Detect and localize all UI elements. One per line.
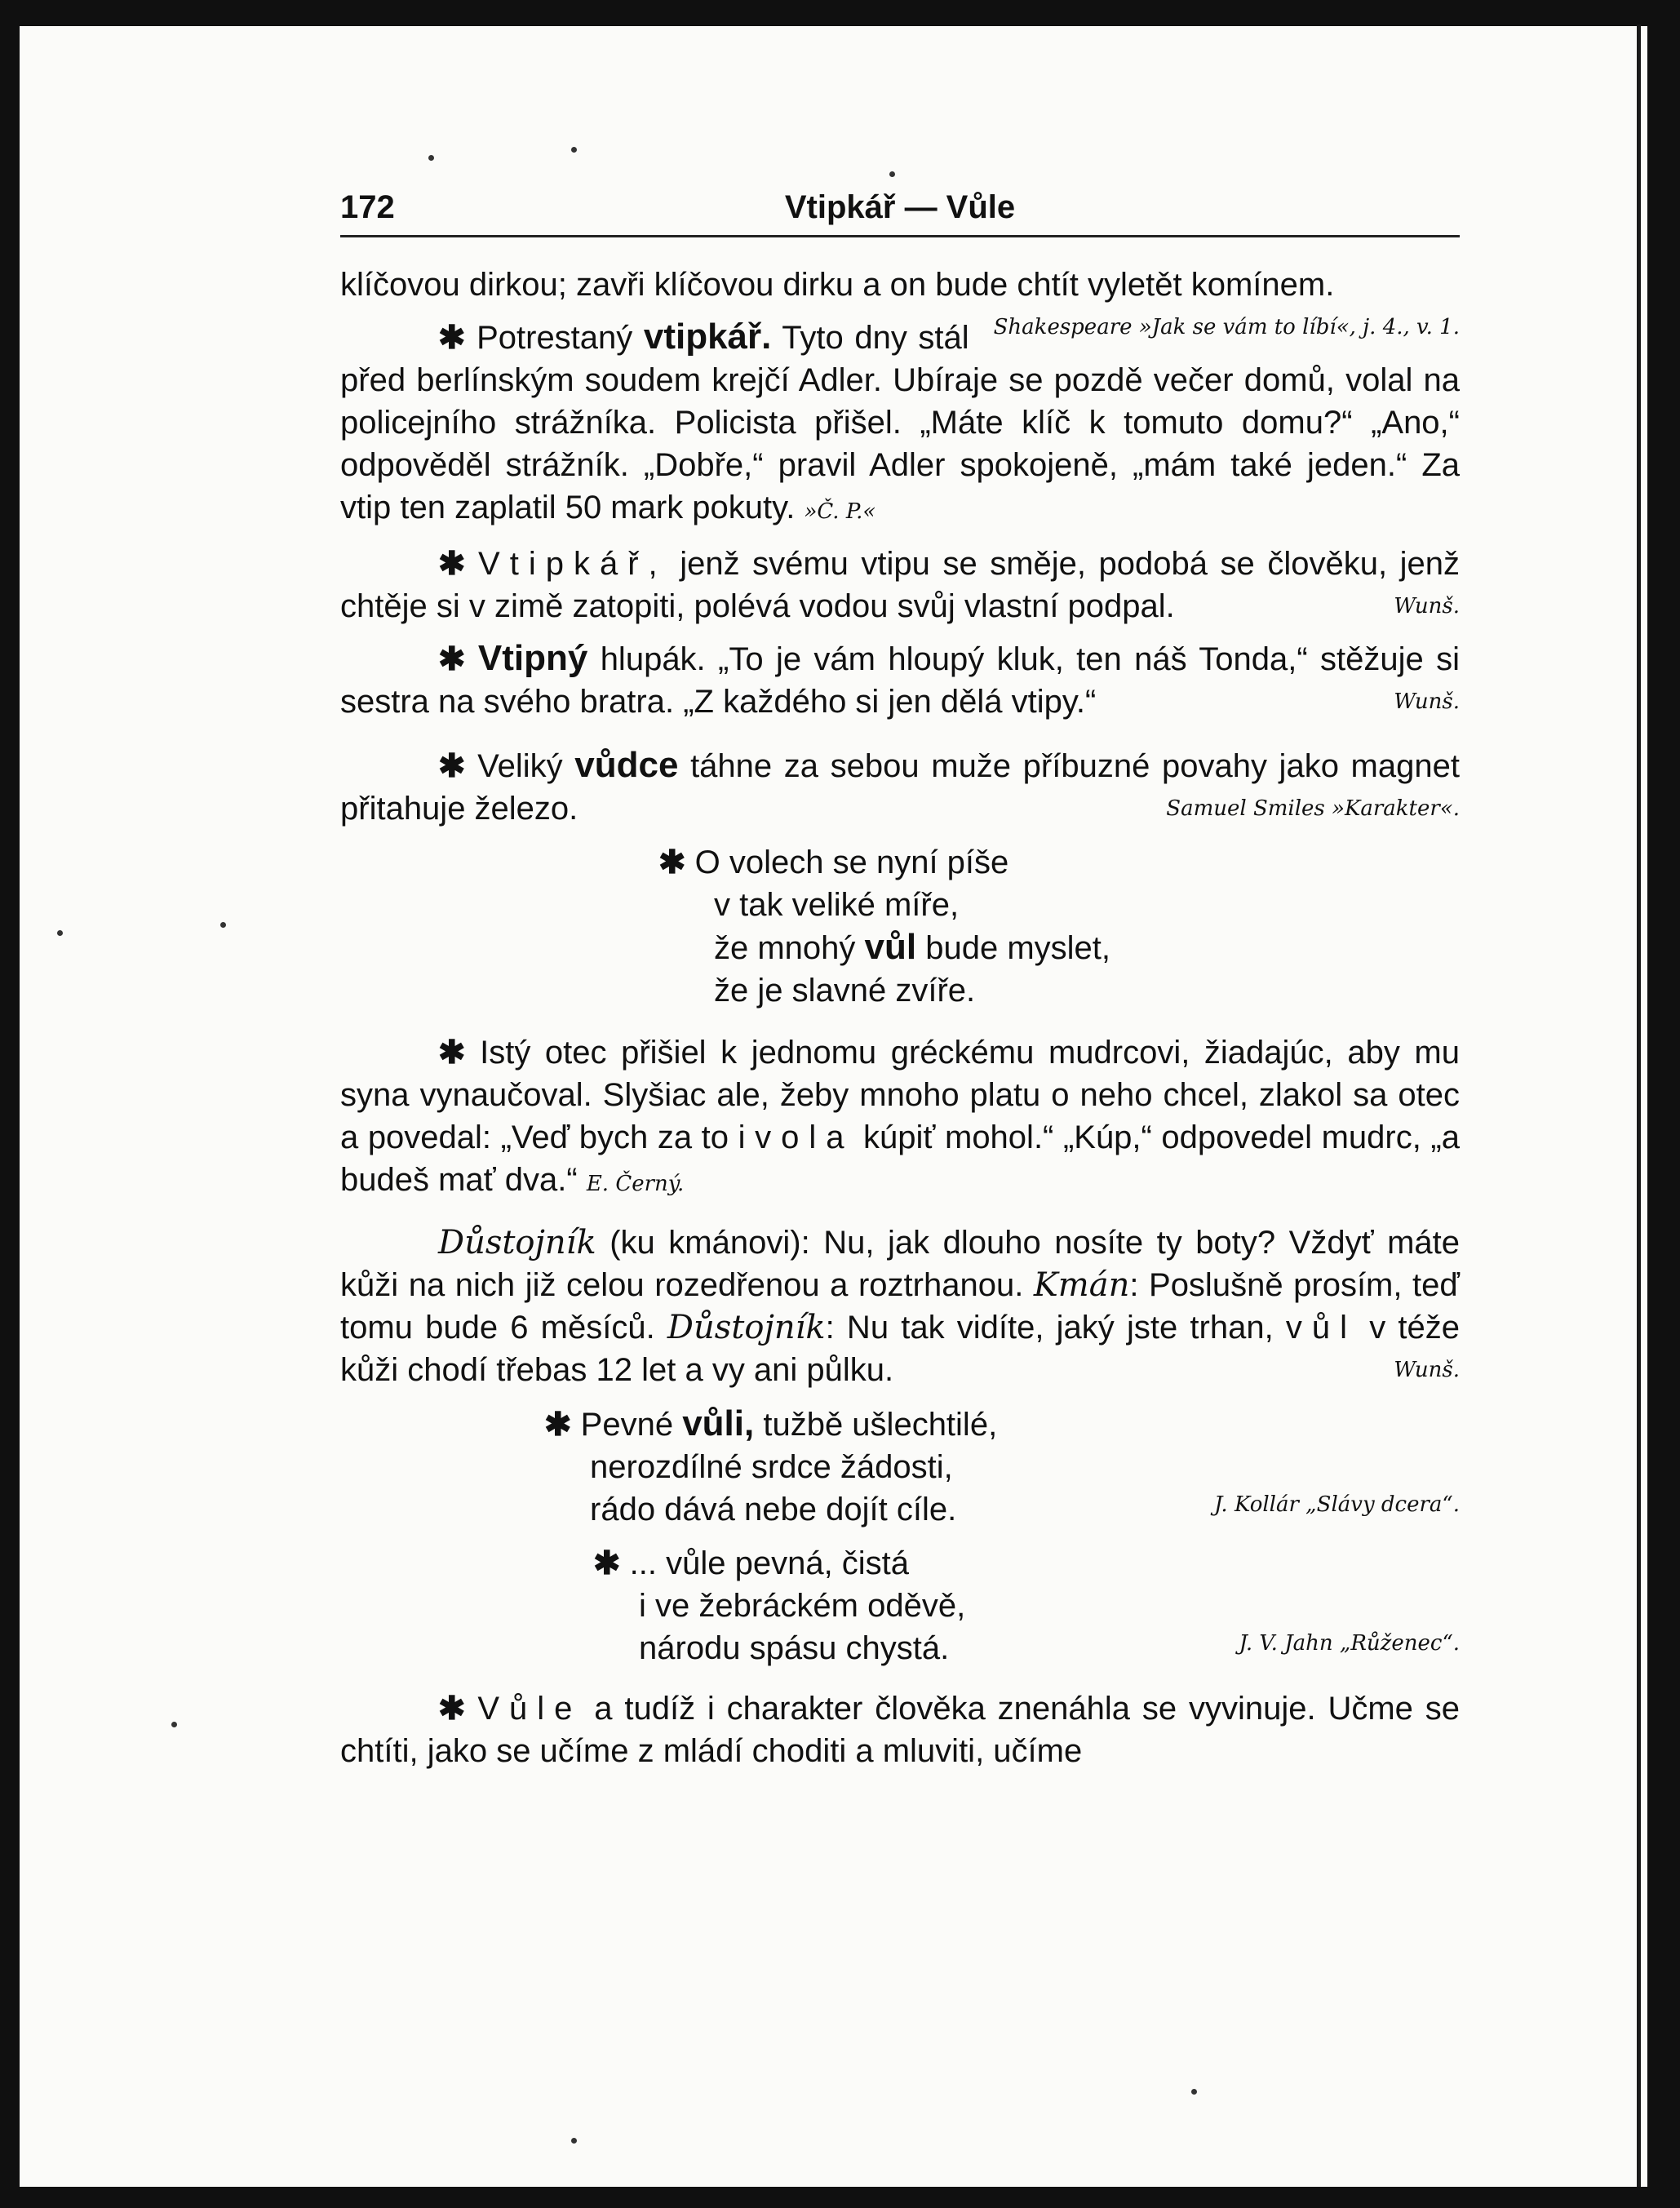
asterisk-icon: ✱ [438,1691,466,1727]
entry-lead: Veliký [477,748,563,784]
running-header [340,186,1460,237]
entry-keyword: Vůle [477,1691,583,1727]
ink-speck [1191,2089,1197,2095]
entry-source: Wunš. [1394,689,1460,714]
entry-text: klíčovou dirkou; zavři klíčovou dirku a on bude chtít vyletět komínem. [340,267,1335,303]
entry-dustojnik [340,1221,1460,1391]
verse-line: národu spásu chystá. [639,1630,950,1666]
verse-line: ✱ O volech se nyní píše [658,845,1009,880]
verse-line: v tak veliké míře, [714,887,960,923]
asterisk-icon: ✱ [438,546,466,582]
asterisk-icon: ✱ [544,1407,572,1443]
entry-keyword: vůl [1285,1310,1358,1346]
verse-pevne-vuli [544,1403,1460,1531]
entry-source: Wunš. [1394,594,1460,619]
asterisk-icon: ✱ [593,1545,621,1581]
page-title: Vtipkář — Vůle [784,189,1016,225]
verse-line: nerozdílné srdce žádosti, [590,1449,953,1485]
entry-keyword: vtipkář. [643,317,772,357]
scan-border-top [0,0,1680,26]
verse-line: rádo dává nebe dojít cíle. [590,1492,957,1527]
verse-line: ✱ Pevné vůli, tužbě ušlechtilé, [544,1403,998,1443]
scan-border-left [0,0,20,2208]
entry-text: Tyto dny stál před berlínským soudem krejčí Adler. Ubíraje se pozdě večer domů, volal na policejního strážníka. Policista přišel. „Máte klíč k tomuto domu?“ „Ano,“ odpověděl strážník. „Dobře,“ pravil Adler spokojeně, „mám také jeden.“ Za vtip ten zaplatil 50 mark pokuty. [340,320,1460,525]
ink-speck [571,147,577,153]
ink-speck [571,2138,577,2144]
verse-line: že je slavné zvíře. [714,973,976,1009]
ink-speck [57,930,63,936]
entry-source: J. Kollár „Slávy dcera“. [1214,1492,1460,1517]
entry-text: : Nu tak vidíte, jaký jste trhan, [825,1310,1274,1346]
entry-vtipny-hlupak [340,637,1460,723]
scan-border-right [1647,0,1680,2208]
entry-keyword: vůdce [574,745,679,785]
entry-text: v téže kůži chodí třebas 12 let a vy ani půlku. [340,1310,1461,1388]
verse-o-volech [658,841,1460,1012]
entry-source: Samuel Smiles »Karakter«. [1166,796,1460,821]
page-number: 172 [340,189,395,225]
speaker-label: Kmán [1033,1266,1130,1304]
entry-keyword: vola [755,1120,854,1155]
entry-keyword: Vtipkář, [478,546,667,582]
entry-isty-otec [340,1031,1460,1205]
entry-text: a tudíž i charakter člověka znenáhla se vyvinuje. Učme se chtíti, jako se učíme z mládí choditi a mluviti, učíme [340,1691,1460,1769]
verse-line: že mnohý vůl bude myslet, [714,927,1111,967]
entry-veliky-vudce [340,744,1460,830]
ink-speck [171,1722,177,1727]
book-page [340,186,1460,1772]
entry-text: : Poslušně prosím, teď tomu bude 6 měsíců. [340,1267,1460,1346]
entry-vule-charakter [340,1687,1460,1772]
entry-keyword: Vtipný [477,638,588,678]
asterisk-icon: ✱ [438,748,466,784]
entry-text: Istý otec přišiel k jednomu gréckému mudrcovi, žiadajúc, aby mu syna vynaučoval. Slyšiac ale, žeby mnoho platu o neho chcel, zlakol sa otec a povedal: „Veď bych za to i [340,1035,1460,1155]
ink-speck [220,922,226,928]
asterisk-icon: ✱ [438,320,466,356]
speaker-label: Důstojník [667,1309,826,1346]
entry-keyword: vůl [864,927,917,967]
entry-text: (ku kmánovi): Nu, jak dlouho nosíte ty boty? Vždyť máte kůži na nich již celou rozedřenou a roztrhanou. [340,1225,1460,1303]
entry-source: »Č. P.« [804,499,876,524]
scan-border-bottom [0,2187,1680,2208]
entry-source: Wunš. [1394,1358,1460,1382]
ink-speck [428,155,434,161]
entry-text: hlupák. „To je vám hloupý kluk, ten náš Tonda,“ stěžuje si sestra na svého bratra. „Z každého si jen dělá vtipy.“ [340,641,1460,720]
entry-text: táhne za sebou muže příbuzné povahy jako magnet přitahuje železo. [340,748,1460,827]
entry-source: J. V. Jahn „Růženec“. [1239,1631,1460,1656]
entry-vtipkar [340,543,1460,627]
entry-text: jenž svému vtipu se směje, podobá se člověku, jenž chtěje si v zimě zatopiti, polévá vodou svůj vlastní podpal. [340,546,1460,624]
page-body [340,264,1460,1772]
entry-lead: Potrestaný [477,320,633,356]
verse-line: ✱ ... vůle pevná, čistá [593,1545,910,1581]
ink-speck [889,171,895,177]
asterisk-icon: ✱ [658,845,686,880]
verse-vule-pevna [593,1542,1460,1669]
entry-text: kúpiť mohol.“ „Kúp,“ odpovedel mudrc, „a budeš mať dva.“ [340,1120,1460,1198]
entry-keyword: vůli, [682,1403,755,1443]
speaker-label: Důstojník [438,1224,596,1261]
page-edge-line [1637,24,1641,2187]
asterisk-icon: ✱ [438,641,466,677]
entry-source: Shakespeare »Jak se vám to líbí«, j. 4., v. 1. [993,315,1460,339]
entry-source: E. Černý. [586,1172,685,1196]
asterisk-icon: ✱ [438,1035,466,1071]
verse-line: i ve žebráckém oděvě, [639,1588,966,1624]
